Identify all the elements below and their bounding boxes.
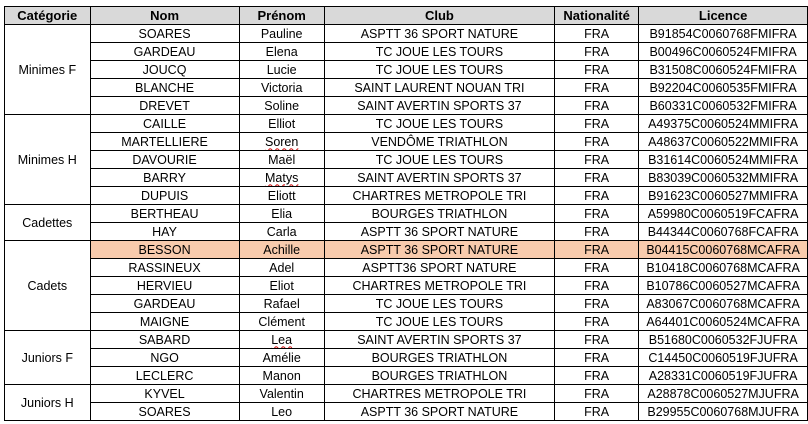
licence-cell: B91854C0060768FMIFRA [639, 25, 808, 43]
nationalite-cell: FRA [555, 97, 639, 115]
club-cell: ASPTT 36 SPORT NATURE [324, 403, 554, 421]
nom-cell: CAILLE [90, 115, 239, 133]
licence-cell: B10786C0060527MCAFRA [639, 277, 808, 295]
category-cell: Minimes H [5, 115, 91, 205]
prenom-cell [239, 169, 324, 187]
category-cell: Juniors F [5, 331, 91, 385]
prenom-cell: Lucie [239, 61, 324, 79]
nationalite-cell: FRA [555, 169, 639, 187]
nom-cell: GARDEAU [90, 295, 239, 313]
nationalite-cell: FRA [555, 25, 639, 43]
nom-cell: NGO [90, 349, 239, 367]
licence-cell: A28878C0060527MJUFRA [639, 385, 808, 403]
table-row [5, 259, 808, 277]
header-categorie: Catégorie [5, 7, 91, 25]
prenom-cell: Amélie [239, 349, 324, 367]
prenom-cell [239, 331, 324, 349]
header-nationalite: Nationalité [555, 7, 639, 25]
nom-cell: DAVOURIE [90, 151, 239, 169]
nom-cell: MARTELLIERE [90, 133, 239, 151]
club-cell: CHARTRES METROPOLE TRI [324, 277, 554, 295]
nom-cell: SABARD [90, 331, 239, 349]
category-cell: Juniors H [5, 385, 91, 421]
licence-cell: A49375C0060524MMIFRA [639, 115, 808, 133]
nom-cell: BLANCHE [90, 79, 239, 97]
licence-cell: A83067C0060768MCAFRA [639, 295, 808, 313]
category-cell: Minimes F [5, 25, 91, 115]
nationalite-cell: FRA [555, 79, 639, 97]
table-row [5, 349, 808, 367]
table-row [5, 277, 808, 295]
nationalite-cell: FRA [555, 259, 639, 277]
table-row [5, 313, 808, 331]
prenom-cell: Rafael [239, 295, 324, 313]
licence-cell: B10418C0060768MCAFRA [639, 259, 808, 277]
table-row [5, 205, 808, 223]
club-cell: SAINT AVERTIN SPORTS 37 [324, 169, 554, 187]
header-prenom: Prénom [239, 7, 324, 25]
nationalite-cell: FRA [555, 403, 639, 421]
nom-cell: DREVET [90, 97, 239, 115]
prenom-cell: Achille [239, 241, 324, 259]
prenom-cell: Clément [239, 313, 324, 331]
licence-cell: B44344C0060768FCAFRA [639, 223, 808, 241]
club-cell: ASPTT 36 SPORT NATURE [324, 25, 554, 43]
club-cell: TC JOUE LES TOURS [324, 43, 554, 61]
nom-cell: BARRY [90, 169, 239, 187]
header-row [5, 7, 808, 25]
nationalite-cell: FRA [555, 295, 639, 313]
prenom-cell: Elliot [239, 115, 324, 133]
nationalite-cell: FRA [555, 331, 639, 349]
category-cell: Cadettes [5, 205, 91, 241]
prenom-cell: Adel [239, 259, 324, 277]
nationalite-cell: FRA [555, 115, 639, 133]
nom-cell: KYVEL [90, 385, 239, 403]
table-row [5, 151, 808, 169]
table-row [5, 25, 808, 43]
nationalite-cell: FRA [555, 61, 639, 79]
licence-cell: B04415C0060768MCAFRA [639, 241, 808, 259]
nationalite-cell: FRA [555, 205, 639, 223]
table-row [5, 169, 808, 187]
nationalite-cell: FRA [555, 133, 639, 151]
club-cell: CHARTRES METROPOLE TRI [324, 187, 554, 205]
table-row [5, 241, 808, 259]
club-cell: SAINT LAURENT NOUAN TRI [324, 79, 554, 97]
spellcheck-flagged-text: Soren [264, 134, 299, 149]
prenom-cell: Elia [239, 205, 324, 223]
spellcheck-flagged-text: Lea [271, 332, 293, 347]
club-cell: TC JOUE LES TOURS [324, 115, 554, 133]
club-cell: BOURGES TRIATHLON [324, 205, 554, 223]
nationalite-cell: FRA [555, 151, 639, 169]
prenom-cell: Valentin [239, 385, 324, 403]
licence-cell: A59980C0060519FCAFRA [639, 205, 808, 223]
header-nom: Nom [90, 7, 239, 25]
spellcheck-flagged-text: Matys [265, 170, 299, 185]
nom-cell: HAY [90, 223, 239, 241]
nom-cell: MAIGNE [90, 313, 239, 331]
header-club: Club [324, 7, 554, 25]
nationalite-cell: FRA [555, 385, 639, 403]
club-cell: VENDÔME TRIATHLON [324, 133, 554, 151]
nom-cell: LECLERC [90, 367, 239, 385]
licence-cell: B31614C0060524MMIFRA [639, 151, 808, 169]
nom-cell: DUPUIS [90, 187, 239, 205]
table-row [5, 223, 808, 241]
prenom-cell: Elena [239, 43, 324, 61]
nom-cell: SOARES [90, 403, 239, 421]
prenom-cell: Eliott [239, 187, 324, 205]
table-row [5, 133, 808, 151]
licence-cell: C14450C0060519FJUFRA [639, 349, 808, 367]
club-cell: BOURGES TRIATHLON [324, 349, 554, 367]
nationalite-cell: FRA [555, 277, 639, 295]
table-row [5, 97, 808, 115]
prenom-cell: Eliot [239, 277, 324, 295]
table-row [5, 295, 808, 313]
nationalite-cell: FRA [555, 313, 639, 331]
prenom-cell: Leo [239, 403, 324, 421]
club-cell: TC JOUE LES TOURS [324, 313, 554, 331]
licence-cell: B60331C0060532FMIFRA [639, 97, 808, 115]
nom-cell: GARDEAU [90, 43, 239, 61]
licence-cell: A48637C0060522MMIFRA [639, 133, 808, 151]
club-cell: TC JOUE LES TOURS [324, 61, 554, 79]
club-cell: TC JOUE LES TOURS [324, 295, 554, 313]
licence-cell: A28331C0060519FJUFRA [639, 367, 808, 385]
table-row [5, 79, 808, 97]
nom-cell: RASSINEUX [90, 259, 239, 277]
table-row [5, 403, 808, 421]
club-cell: ASPTT 36 SPORT NATURE [324, 223, 554, 241]
club-cell: SAINT AVERTIN SPORTS 37 [324, 97, 554, 115]
nationalite-cell: FRA [555, 43, 639, 61]
participants-table [4, 6, 808, 421]
licence-cell: B92204C0060535FMIFRA [639, 79, 808, 97]
club-cell: TC JOUE LES TOURS [324, 151, 554, 169]
prenom-cell: Carla [239, 223, 324, 241]
licence-cell: B29955C0060768MJUFRA [639, 403, 808, 421]
licence-cell: B31508C0060524FMIFRA [639, 61, 808, 79]
licence-cell: B83039C0060532MMIFRA [639, 169, 808, 187]
prenom-cell: Victoria [239, 79, 324, 97]
prenom-cell: Maël [239, 151, 324, 169]
prenom-cell: Soline [239, 97, 324, 115]
nom-cell: HERVIEU [90, 277, 239, 295]
nom-cell: BERTHEAU [90, 205, 239, 223]
club-cell: BOURGES TRIATHLON [324, 367, 554, 385]
table-row [5, 367, 808, 385]
nom-cell: JOUCQ [90, 61, 239, 79]
club-cell: ASPTT 36 SPORT NATURE [324, 241, 554, 259]
prenom-cell: Pauline [239, 25, 324, 43]
table-row [5, 187, 808, 205]
nationalite-cell: FRA [555, 241, 639, 259]
table-body [5, 25, 808, 421]
table-row [5, 61, 808, 79]
licence-cell: B91623C0060527MMIFRA [639, 187, 808, 205]
prenom-cell: Manon [239, 367, 324, 385]
nom-cell: SOARES [90, 25, 239, 43]
prenom-cell [239, 133, 324, 151]
table-row [5, 385, 808, 403]
club-cell: CHARTRES METROPOLE TRI [324, 385, 554, 403]
table-row [5, 43, 808, 61]
club-cell: ASPTT36 SPORT NATURE [324, 259, 554, 277]
table-row [5, 115, 808, 133]
header-licence: Licence [639, 7, 808, 25]
licence-cell: A64401C0060524MCAFRA [639, 313, 808, 331]
licence-cell: B00496C0060524FMIFRA [639, 43, 808, 61]
nationalite-cell: FRA [555, 349, 639, 367]
table-row [5, 331, 808, 349]
nationalite-cell: FRA [555, 187, 639, 205]
licence-cell: B51680C0060532FJUFRA [639, 331, 808, 349]
club-cell: SAINT AVERTIN SPORTS 37 [324, 331, 554, 349]
nationalite-cell: FRA [555, 367, 639, 385]
nom-cell: BESSON [90, 241, 239, 259]
category-cell: Cadets [5, 241, 91, 331]
nationalite-cell: FRA [555, 223, 639, 241]
